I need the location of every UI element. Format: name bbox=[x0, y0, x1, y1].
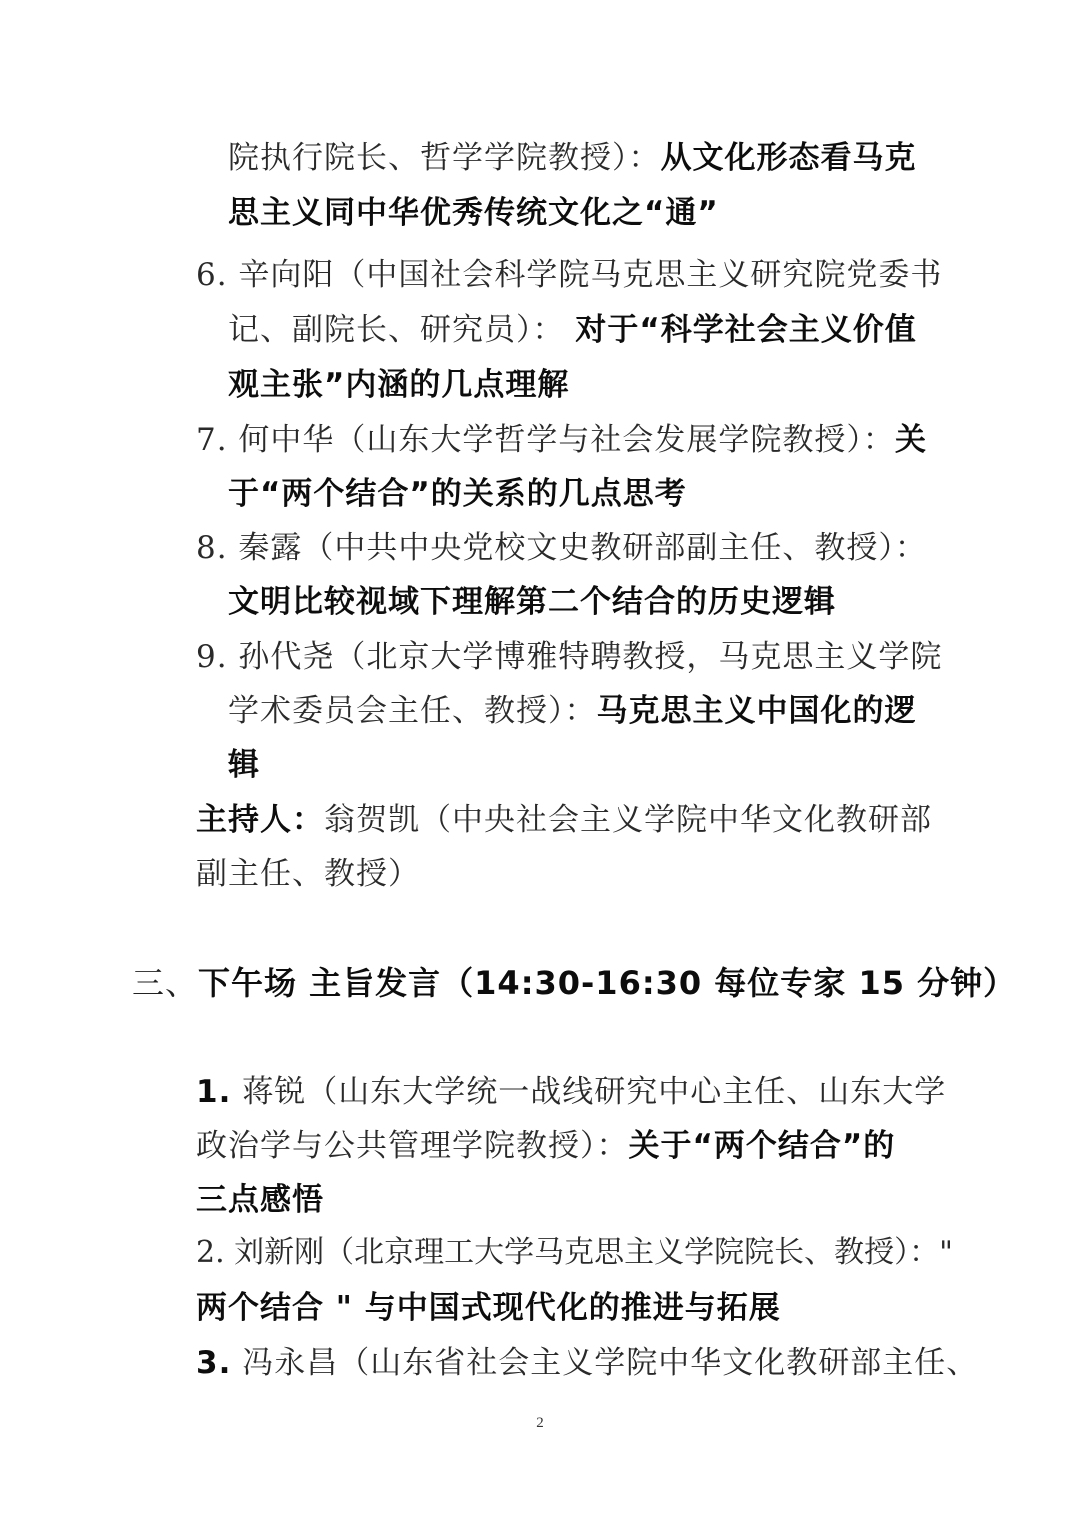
list-item-3: 3. 冯永昌（山东省社会主义学院中华文化教研部主任、 bbox=[196, 1345, 979, 1381]
text-line: 思主义同中华优秀传统文化之“通” bbox=[228, 195, 719, 231]
host-line: 主持人：翁贺凯（中央社会主义学院中华文化教研部 bbox=[196, 802, 932, 838]
list-item-6: 6. 辛向阳（中国社会科学院马克思主义研究院党委书 bbox=[196, 257, 943, 293]
text-line: 院执行院长、哲学学院教授）：从文化形态看马克 bbox=[228, 140, 917, 176]
text-line: 文明比较视域下理解第二个结合的历史逻辑 bbox=[228, 584, 836, 620]
text-line: 三点感悟 bbox=[196, 1182, 324, 1218]
list-item-1: 1. 蒋锐（山东大学统一战线研究中心主任、山东大学 bbox=[196, 1074, 947, 1110]
text-line: 副主任、教授） bbox=[196, 856, 420, 892]
text-line: 学术委员会主任、教授）：马克思主义中国化的逻 bbox=[228, 693, 917, 729]
text-line: 两个结合 " 与中国式现代化的推进与拓展 bbox=[196, 1290, 781, 1326]
text-line: 辑 bbox=[228, 747, 260, 783]
text-line: 政治学与公共管理学院教授）：关于“两个结合”的 bbox=[196, 1128, 896, 1164]
text-line: 记、副院长、研究员）： 对于“科学社会主义价值 bbox=[228, 312, 917, 348]
text-line: 于“两个结合”的关系的几点思考 bbox=[228, 476, 687, 512]
section-heading: 三、下午场 主旨发言（14:30-16:30 每位专家 15 分钟） bbox=[132, 964, 1017, 1002]
list-item-7: 7. 何中华（山东大学哲学与社会发展学院教授）：关 bbox=[196, 422, 927, 458]
list-item-8: 8. 秦露（中共中央党校文史教研部副主任、教授）： bbox=[196, 530, 927, 566]
page-number: 2 bbox=[536, 1415, 544, 1431]
list-item-9: 9. 孙代尧（北京大学博雅特聘教授，马克思主义学院 bbox=[196, 639, 943, 675]
list-item-2: 2. 刘新刚（北京理工大学马克思主义学院院长、教授）：" bbox=[196, 1235, 953, 1270]
text-line: 观主张”内涵的几点理解 bbox=[228, 367, 570, 403]
